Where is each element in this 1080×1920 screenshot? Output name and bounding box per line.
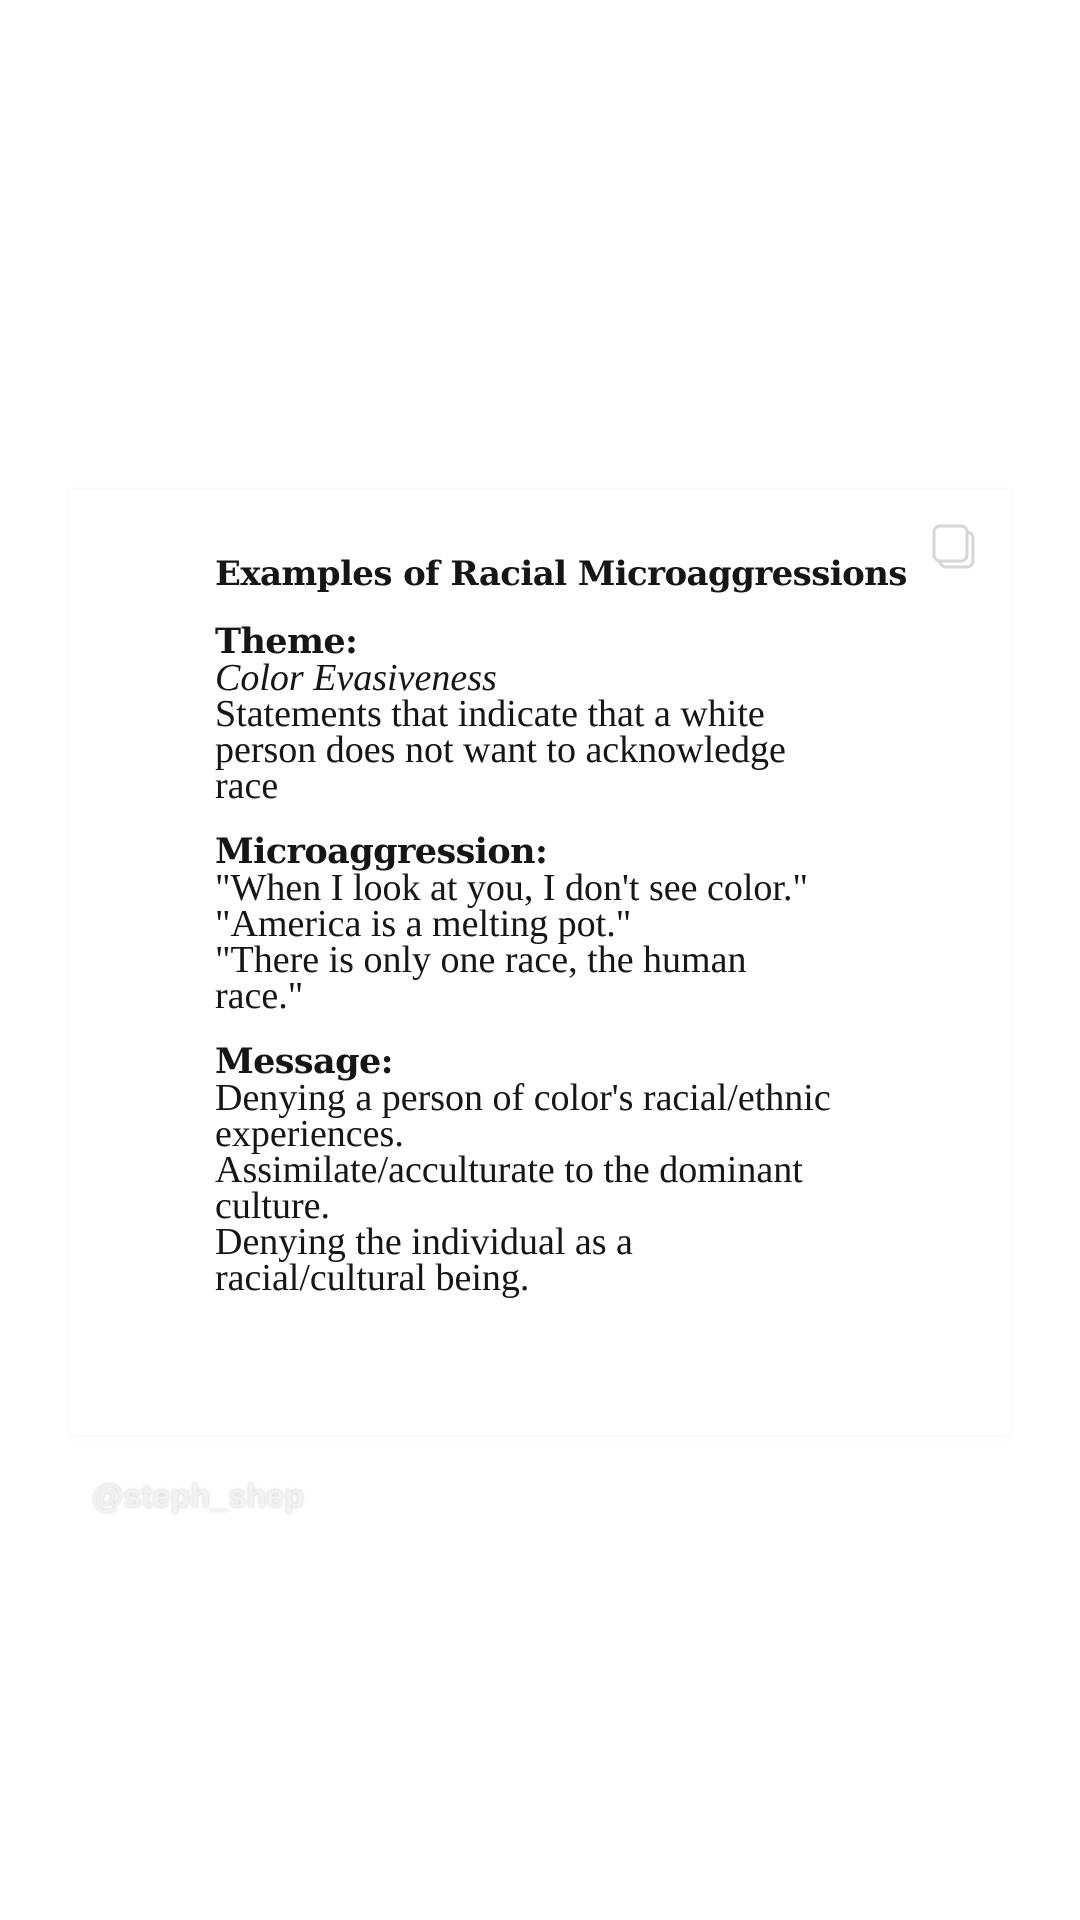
post-text	[215, 552, 975, 1326]
theme-section	[215, 621, 975, 807]
message-line: racial/cultural being.	[215, 1257, 530, 1299]
message-section	[215, 1041, 975, 1299]
microaggression-line: "America is a melting pot."	[215, 903, 632, 945]
microaggression-heading: Microaggression:	[215, 831, 548, 872]
message-line: Denying a person of color's racial/ethnic	[215, 1077, 831, 1119]
username-watermark: @steph_shep	[92, 1478, 305, 1514]
message-heading: Message:	[215, 1041, 393, 1082]
post-title: Examples of Racial Microaggressions	[215, 554, 907, 594]
message-line: Assimilate/acculturate to the dominant	[215, 1149, 803, 1191]
microaggression-line: "When I look at you, I don't see color."	[215, 867, 808, 909]
microaggression-line: "There is only one race, the human	[215, 939, 747, 981]
message-line: culture.	[215, 1185, 331, 1227]
theme-name: Color Evasiveness	[215, 657, 497, 699]
message-line: Denying the individual as a	[215, 1221, 633, 1263]
theme-description-line: Statements that indicate that a white	[215, 693, 765, 735]
theme-description-line: person does not want to acknowledge	[215, 729, 786, 771]
theme-description-line: race	[215, 765, 279, 807]
message-line: experiences.	[215, 1113, 404, 1155]
microaggression-section	[215, 831, 975, 1017]
theme-heading: Theme:	[215, 621, 358, 662]
post-card[interactable]	[70, 490, 1010, 1435]
microaggression-line: race."	[215, 975, 304, 1017]
